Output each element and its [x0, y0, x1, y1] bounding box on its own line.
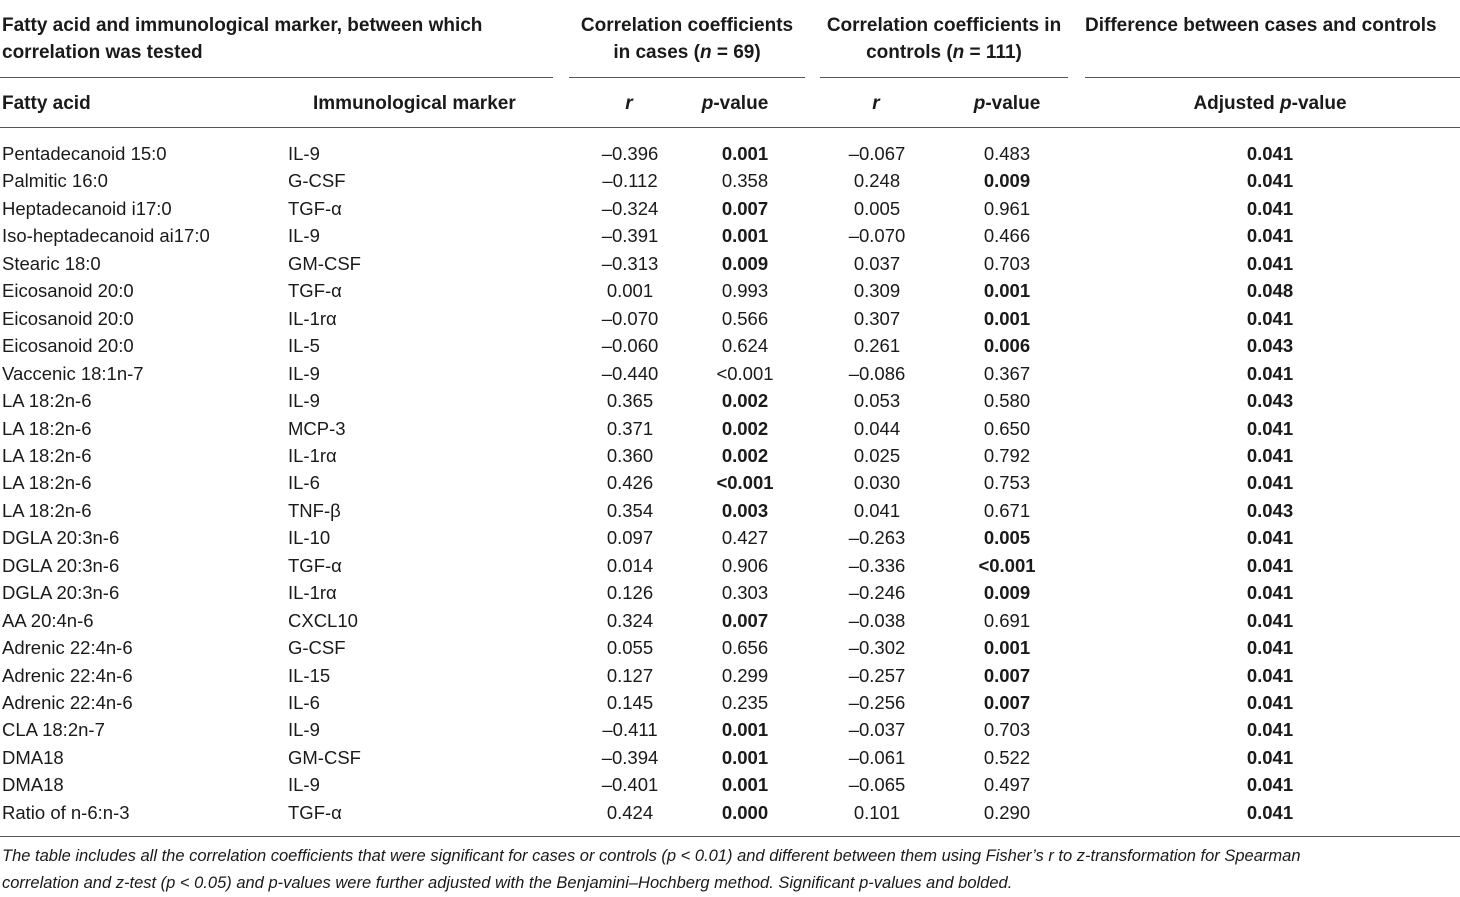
cell-p-cases: 0.003 — [721, 499, 769, 521]
cell-p-controls: 0.483 — [983, 143, 1031, 164]
cell-r-controls: 0.005 — [853, 197, 901, 219]
cell-adjusted-p: 0.041 — [1246, 637, 1294, 659]
cell-r-controls: –0.263 — [848, 527, 906, 549]
cell-p-cases: 0.299 — [721, 664, 769, 686]
cell-r-cases: –0.060 — [601, 335, 659, 357]
cell-r-cases: 0.360 — [606, 444, 654, 466]
cell-adjusted-p: 0.041 — [1246, 252, 1294, 274]
header-group-fatty-acid-marker — [2, 12, 482, 66]
cell-adjusted-p: 0.041 — [1246, 444, 1294, 466]
cell-marker: IL-6 — [288, 692, 320, 713]
cell-p-cases: 0.002 — [721, 444, 769, 466]
cell-adjusted-p: 0.041 — [1246, 307, 1294, 329]
cell-p-controls: 0.367 — [983, 362, 1031, 384]
col-header-r-cases: r — [625, 93, 633, 114]
header-group-line-2: correlation was tested — [2, 42, 203, 63]
header-rule-4 — [1085, 77, 1460, 78]
cell-p-controls: 0.007 — [983, 692, 1031, 713]
table-bottom-rule — [0, 836, 1460, 837]
cell-r-controls: 0.053 — [853, 390, 901, 412]
cell-adjusted-p: 0.041 — [1246, 746, 1294, 768]
cell-p-controls: 0.753 — [983, 472, 1031, 494]
cell-fatty-acid: Eicosanoid 20:0 — [2, 307, 134, 329]
header-cases-line-1: Correlation coefficients — [580, 15, 794, 36]
cell-fatty-acid: LA 18:2n-6 — [2, 444, 92, 466]
cell-r-controls: –0.037 — [848, 719, 906, 741]
cell-p-controls: 0.703 — [983, 719, 1031, 741]
cell-p-controls: 0.005 — [983, 527, 1031, 549]
cell-p-controls: 0.650 — [983, 417, 1031, 439]
table-footnote — [2, 843, 1458, 897]
cell-r-controls: 0.041 — [853, 499, 901, 521]
cell-marker: TNF-β — [288, 499, 341, 521]
cell-r-cases: –0.112 — [602, 170, 658, 192]
cell-p-cases: 0.358 — [721, 170, 769, 192]
cell-fatty-acid: DGLA 20:3n-6 — [2, 582, 120, 604]
cell-p-cases: 0.007 — [721, 197, 769, 219]
cell-marker: IL-9 — [288, 719, 320, 741]
cell-adjusted-p: 0.041 — [1246, 801, 1294, 823]
cell-marker: TGF-α — [288, 197, 342, 219]
cell-r-cases: 0.354 — [606, 499, 654, 521]
cell-r-controls: –0.067 — [848, 143, 906, 164]
cell-adjusted-p: 0.041 — [1246, 225, 1294, 247]
cell-r-cases: 0.324 — [606, 609, 654, 631]
cell-r-controls: –0.256 — [848, 692, 906, 713]
cell-p-controls: 0.001 — [983, 280, 1031, 302]
cell-p-cases: 0.001 — [721, 774, 769, 796]
cell-adjusted-p: 0.041 — [1246, 362, 1294, 384]
cell-r-cases: 0.371 — [606, 417, 654, 439]
cell-p-cases: 0.624 — [721, 335, 769, 357]
cell-p-controls: 0.001 — [983, 307, 1031, 329]
cell-fatty-acid: DGLA 20:3n-6 — [2, 527, 120, 549]
cell-adjusted-p: 0.041 — [1246, 197, 1294, 219]
cell-marker: G-CSF — [288, 637, 346, 659]
cell-p-controls: 0.009 — [983, 170, 1031, 192]
cell-p-controls: 0.007 — [983, 664, 1031, 686]
cell-r-cases: 0.145 — [606, 692, 654, 713]
cell-p-controls: 0.290 — [983, 801, 1031, 823]
cell-p-cases: 0.007 — [721, 609, 769, 631]
cell-r-cases: 0.097 — [606, 527, 654, 549]
cell-p-cases: <0.001 — [716, 472, 774, 494]
cell-marker: TGF-α — [288, 554, 342, 576]
cell-r-cases: 0.014 — [606, 554, 654, 576]
cell-r-cases: –0.394 — [601, 746, 659, 768]
cell-fatty-acid: Adrenic 22:4n-6 — [2, 664, 133, 686]
cell-p-cases: <0.001 — [716, 362, 774, 384]
cell-r-controls: –0.038 — [848, 609, 906, 631]
cell-fatty-acid: Adrenic 22:4n-6 — [2, 637, 133, 659]
cell-r-controls: –0.302 — [848, 637, 906, 659]
cell-fatty-acid: LA 18:2n-6 — [2, 417, 92, 439]
header-rule-1 — [0, 77, 553, 78]
cell-marker: IL-9 — [288, 143, 320, 164]
cell-adjusted-p: 0.041 — [1246, 554, 1294, 576]
cell-fatty-acid: Heptadecanoid i17:0 — [2, 197, 172, 219]
cell-p-controls: 0.691 — [983, 609, 1031, 631]
cell-adjusted-p: 0.041 — [1246, 609, 1294, 631]
cell-p-controls: 0.006 — [983, 335, 1031, 357]
header-cases-line-2: in cases (n = 69) — [613, 42, 761, 63]
header-controls-line-1: Correlation coefficients in — [826, 15, 1062, 36]
cell-p-cases: 0.001 — [721, 225, 769, 247]
header-group-cases — [569, 12, 805, 66]
cell-adjusted-p: 0.043 — [1246, 390, 1294, 412]
header-bottom-rule — [0, 127, 1460, 128]
cell-adjusted-p: 0.043 — [1246, 499, 1294, 521]
cell-p-cases: 0.001 — [721, 746, 769, 768]
cell-marker: CXCL10 — [288, 609, 358, 631]
cell-fatty-acid: DMA18 — [2, 746, 64, 768]
footnote-line-1: The table includes all the correlation coefficients that were significant for cases or controls (p < 0.01) and different between them using Fisher’s r to z-transformation for Spearman — [2, 847, 1301, 865]
cell-r-cases: –0.070 — [601, 307, 659, 329]
cell-marker: G-CSF — [288, 170, 346, 192]
cell-p-cases: 0.001 — [721, 719, 769, 741]
cell-fatty-acid: Eicosanoid 20:0 — [2, 335, 134, 357]
cell-marker: IL-9 — [288, 225, 320, 247]
cell-marker: IL-1rα — [288, 307, 337, 329]
col-header-adjusted-p: Adjusted p-value — [1193, 93, 1347, 114]
header-group-difference: Difference between cases and controls — [1085, 15, 1437, 36]
cell-adjusted-p: 0.041 — [1246, 692, 1294, 713]
cell-adjusted-p: 0.041 — [1246, 170, 1294, 192]
col-header-r-controls: r — [872, 93, 880, 114]
cell-marker: GM-CSF — [288, 252, 361, 274]
cell-r-cases: –0.440 — [601, 362, 659, 384]
cell-r-controls: 0.030 — [853, 472, 901, 494]
cell-r-controls: 0.025 — [853, 444, 901, 466]
cell-p-cases: 0.993 — [721, 280, 769, 302]
cell-r-cases: –0.396 — [601, 143, 659, 164]
cell-p-cases: 0.303 — [721, 582, 769, 604]
cell-fatty-acid: DMA18 — [2, 774, 64, 796]
cell-marker: TGF-α — [288, 280, 342, 302]
header-group-controls — [818, 12, 1070, 66]
cell-fatty-acid: DGLA 20:3n-6 — [2, 554, 120, 576]
footnote-line-2: correlation and z-test (p < 0.05) and p-values were further adjusted with the Benjamini–Hochberg method. Significant p-values and bolded. — [2, 874, 1013, 892]
cell-marker: IL-5 — [288, 335, 320, 357]
cell-marker: IL-1rα — [288, 582, 337, 604]
cell-p-controls: 0.961 — [983, 197, 1031, 219]
cell-marker: IL-6 — [288, 472, 320, 494]
cell-r-controls: 0.037 — [853, 252, 901, 274]
cell-adjusted-p: 0.041 — [1246, 527, 1294, 549]
cell-adjusted-p: 0.041 — [1246, 472, 1294, 494]
cell-r-cases: –0.324 — [601, 197, 659, 219]
cell-fatty-acid: Palmitic 16:0 — [2, 170, 108, 192]
cell-adjusted-p: 0.048 — [1246, 280, 1294, 302]
cell-fatty-acid: Iso-heptadecanoid ai17:0 — [2, 225, 210, 247]
cell-r-cases: 0.001 — [606, 280, 654, 302]
cell-p-controls: 0.703 — [983, 252, 1031, 274]
cell-r-cases: 0.424 — [606, 801, 654, 823]
cell-marker: IL-1rα — [288, 444, 337, 466]
cell-fatty-acid: Pentadecanoid 15:0 — [2, 143, 167, 164]
cell-r-controls: –0.061 — [848, 746, 906, 768]
col-header-p-cases: p-value — [701, 93, 769, 114]
cell-r-controls: 0.044 — [853, 417, 901, 439]
cell-marker: IL-15 — [288, 664, 331, 686]
cell-marker: IL-9 — [288, 390, 320, 412]
cell-r-controls: –0.336 — [848, 554, 906, 576]
cell-adjusted-p: 0.041 — [1246, 664, 1294, 686]
cell-fatty-acid: Adrenic 22:4n-6 — [2, 692, 133, 713]
cell-adjusted-p: 0.041 — [1246, 417, 1294, 439]
cell-r-controls: –0.070 — [848, 225, 906, 247]
cell-p-cases: 0.235 — [721, 692, 769, 713]
cell-p-cases: 0.002 — [721, 390, 769, 412]
header-rule-3 — [820, 77, 1068, 78]
cell-p-controls: 0.580 — [983, 390, 1031, 412]
cell-p-cases: 0.906 — [721, 554, 769, 576]
col-header-fatty-acid: Fatty acid — [2, 93, 91, 114]
cell-fatty-acid: Stearic 18:0 — [2, 252, 101, 274]
cell-adjusted-p: 0.041 — [1246, 774, 1294, 796]
header-rule-2 — [569, 77, 805, 78]
cell-p-cases: 0.000 — [721, 801, 769, 823]
col-header-p-controls: p-value — [973, 93, 1041, 114]
cell-p-cases: 0.001 — [721, 143, 769, 164]
cell-fatty-acid: AA 20:4n-6 — [2, 609, 94, 631]
cell-r-controls: –0.065 — [848, 774, 906, 796]
cell-marker: MCP-3 — [288, 417, 346, 439]
cell-r-cases: 0.426 — [606, 472, 654, 494]
cell-p-controls: 0.009 — [983, 582, 1031, 604]
cell-fatty-acid: LA 18:2n-6 — [2, 390, 92, 412]
cell-fatty-acid: Ratio of n-6:n-3 — [2, 801, 130, 823]
cell-r-controls: 0.307 — [853, 307, 901, 329]
cell-r-cases: –0.391 — [601, 225, 659, 247]
cell-fatty-acid: Eicosanoid 20:0 — [2, 280, 134, 302]
cell-p-cases: 0.427 — [721, 527, 769, 549]
cell-marker: TGF-α — [288, 801, 342, 823]
cell-p-cases: 0.566 — [721, 307, 769, 329]
cell-p-controls: 0.522 — [983, 746, 1031, 768]
cell-fatty-acid: LA 18:2n-6 — [2, 472, 92, 494]
cell-adjusted-p: 0.041 — [1246, 143, 1294, 164]
cell-r-controls: –0.257 — [848, 664, 906, 686]
cell-r-controls: –0.086 — [848, 362, 906, 384]
cell-p-controls: <0.001 — [978, 554, 1036, 576]
cell-r-controls: 0.309 — [853, 280, 901, 302]
cell-fatty-acid: CLA 18:2n-7 — [2, 719, 105, 741]
col-header-marker: Immunological marker — [313, 93, 516, 114]
cell-r-controls: 0.261 — [853, 335, 901, 357]
cell-marker: IL-9 — [288, 362, 320, 384]
cell-fatty-acid: Vaccenic 18:1n-7 — [2, 362, 144, 384]
cell-adjusted-p: 0.041 — [1246, 582, 1294, 604]
cell-adjusted-p: 0.041 — [1246, 719, 1294, 741]
cell-p-controls: 0.497 — [983, 774, 1031, 796]
cell-r-cases: –0.401 — [601, 774, 659, 796]
cell-p-cases: 0.656 — [721, 637, 769, 659]
cell-r-cases: 0.055 — [606, 637, 654, 659]
cell-marker: GM-CSF — [288, 746, 361, 768]
cell-marker: IL-10 — [288, 527, 331, 549]
cell-r-cases: –0.411 — [602, 719, 658, 741]
header-group-line-1: Fatty acid and immunological marker, between which — [2, 15, 483, 36]
cell-r-controls: 0.248 — [853, 170, 901, 192]
cell-p-cases: 0.009 — [721, 252, 769, 274]
cell-fatty-acid: LA 18:2n-6 — [2, 499, 92, 521]
cell-p-cases: 0.002 — [721, 417, 769, 439]
cell-adjusted-p: 0.043 — [1246, 335, 1294, 357]
cell-p-controls: 0.466 — [983, 225, 1031, 247]
cell-r-cases: 0.126 — [606, 582, 654, 604]
cell-r-controls: –0.246 — [848, 582, 906, 604]
cell-r-cases: –0.313 — [601, 252, 659, 274]
cell-p-controls: 0.001 — [983, 637, 1031, 659]
header-controls-line-2: controls (n = 111) — [866, 42, 1022, 63]
cell-r-controls: 0.101 — [853, 801, 901, 823]
cell-p-controls: 0.671 — [983, 499, 1031, 521]
cell-marker: IL-9 — [288, 774, 320, 796]
cell-r-cases: 0.365 — [606, 390, 654, 412]
cell-r-cases: 0.127 — [606, 664, 654, 686]
cell-p-controls: 0.792 — [983, 444, 1031, 466]
